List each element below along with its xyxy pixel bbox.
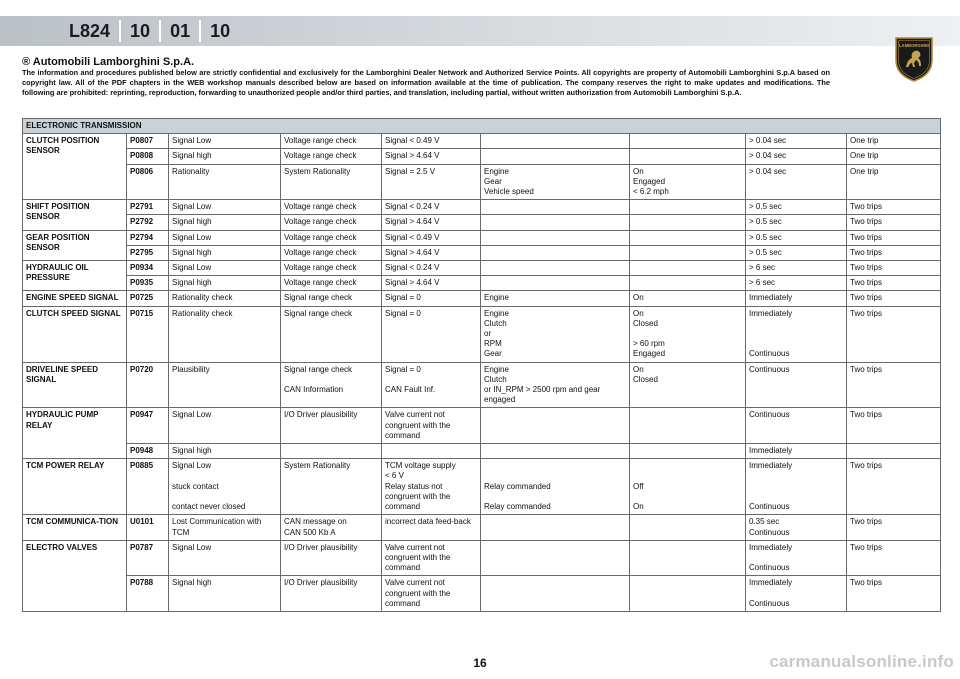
fault-description: Plausibility xyxy=(169,362,281,408)
fault-description: Signal high xyxy=(169,576,281,612)
table-row xyxy=(23,459,941,515)
monitor-strategy: Voltage range check xyxy=(281,245,382,260)
secondary-parameters xyxy=(481,149,630,164)
enable-conditions: On Engaged < 6.2 mph xyxy=(630,164,746,200)
mil-illumination: Two trips xyxy=(847,408,941,444)
mil-illumination: Two trips xyxy=(847,245,941,260)
malfunction-threshold: Signal > 4.64 V xyxy=(382,276,481,291)
time-required: Immediately Continuous xyxy=(746,540,847,576)
secondary-parameters xyxy=(481,515,630,540)
secondary-parameters xyxy=(481,540,630,576)
component-name: ELECTRO VALVES xyxy=(23,540,127,611)
fault-code: P0807 xyxy=(127,134,169,149)
enable-conditions xyxy=(630,200,746,215)
secondary-parameters xyxy=(481,444,630,459)
secondary-parameters xyxy=(481,230,630,245)
secondary-parameters: Engine Gear Vehicle speed xyxy=(481,164,630,200)
monitor-strategy: Signal range check CAN Information xyxy=(281,362,382,408)
component-name: TCM POWER RELAY xyxy=(23,459,127,515)
secondary-parameters xyxy=(481,215,630,230)
legal-notice: The information and procedures published below are strictly confidential and exclusively for the Lamborghini Dealer Network and Authorized Service Points. All copyrights are property of Automobili Lamborghini S.p.A based on copyright law. All of the PDF chapters in the WEB workshop manuals described below are based on information available at the time of publication. The company reserves the right to make updates and modifications. The following are prohibited: reprinting, reproduction, forwarding to unauthorized people and/or third parties, and translation, including partial, without written authorization from Automobili Lamborghini S.p.A. xyxy=(22,68,830,97)
component-name: ENGINE SPEED SIGNAL xyxy=(23,291,127,306)
secondary-parameters xyxy=(481,245,630,260)
fault-code: P0725 xyxy=(127,291,169,306)
mil-illumination: Two trips xyxy=(847,291,941,306)
monitor-strategy: CAN message on CAN 500 Kb A xyxy=(281,515,382,540)
time-required: > 0.5 sec xyxy=(746,230,847,245)
mil-illumination: Two trips xyxy=(847,276,941,291)
time-required: Immediately xyxy=(746,291,847,306)
component-name: CLUTCH SPEED SIGNAL xyxy=(23,306,127,362)
doc-code-model: L824 xyxy=(60,20,121,42)
table-row xyxy=(23,515,941,540)
mil-illumination: Two trips xyxy=(847,459,941,515)
mil-illumination: Two trips xyxy=(847,215,941,230)
monitor-strategy: System Rationality xyxy=(281,459,382,515)
monitor-strategy: I/O Driver plausibility xyxy=(281,576,382,612)
component-name: CLUTCH POSITION SENSOR xyxy=(23,134,127,200)
time-required: Continuous xyxy=(746,408,847,444)
time-required: > 0.04 sec xyxy=(746,149,847,164)
enable-conditions xyxy=(630,408,746,444)
fault-code: P0788 xyxy=(127,576,169,612)
secondary-parameters: Engine Clutch or IN_RPM > 2500 rpm and gear engaged xyxy=(481,362,630,408)
table-row xyxy=(23,291,941,306)
fault-code: P0934 xyxy=(127,261,169,276)
time-required: Immediately Continuous xyxy=(746,306,847,362)
fault-description: Signal Low xyxy=(169,540,281,576)
monitor-strategy: Signal range check xyxy=(281,291,382,306)
fault-description: Signal high xyxy=(169,245,281,260)
fault-description: Rationality check xyxy=(169,306,281,362)
enable-conditions xyxy=(630,276,746,291)
secondary-parameters xyxy=(481,200,630,215)
malfunction-threshold: TCM voltage supply < 6 V Relay status not congruent with the command xyxy=(382,459,481,515)
monitor-strategy xyxy=(281,444,382,459)
malfunction-threshold: incorrect data feed-back xyxy=(382,515,481,540)
malfunction-threshold: Signal < 0.24 V xyxy=(382,261,481,276)
time-required: Immediately Continuous xyxy=(746,576,847,612)
malfunction-threshold: Signal < 0.49 V xyxy=(382,230,481,245)
monitor-strategy: Voltage range check xyxy=(281,276,382,291)
table-row xyxy=(23,230,941,245)
mil-illumination: Two trips xyxy=(847,515,941,540)
monitor-strategy: Voltage range check xyxy=(281,200,382,215)
logo-wordmark: LAMBORGHINI xyxy=(898,43,930,48)
enable-conditions xyxy=(630,134,746,149)
enable-conditions xyxy=(630,149,746,164)
monitor-strategy: Voltage range check xyxy=(281,134,382,149)
section-title: ELECTRONIC TRANSMISSION xyxy=(23,119,941,134)
table-row xyxy=(23,362,941,408)
mil-illumination: One trip xyxy=(847,134,941,149)
fault-code: P0720 xyxy=(127,362,169,408)
table-row xyxy=(23,149,941,164)
monitor-strategy: I/O Driver plausibility xyxy=(281,540,382,576)
mil-illumination: Two trips xyxy=(847,261,941,276)
enable-conditions xyxy=(630,444,746,459)
monitor-strategy: I/O Driver plausibility xyxy=(281,408,382,444)
fault-code: P2792 xyxy=(127,215,169,230)
table-row xyxy=(23,276,941,291)
component-name: HYDRAULIC OIL PRESSURE xyxy=(23,261,127,291)
time-required: Immediately xyxy=(746,444,847,459)
monitor-strategy: Voltage range check xyxy=(281,230,382,245)
fault-description: Signal Low xyxy=(169,408,281,444)
fault-description: Signal high xyxy=(169,215,281,230)
enable-conditions xyxy=(630,576,746,612)
table-row xyxy=(23,200,941,215)
enable-conditions xyxy=(630,515,746,540)
malfunction-threshold xyxy=(382,444,481,459)
fault-code: P0885 xyxy=(127,459,169,515)
time-required: Immediately Continuous xyxy=(746,459,847,515)
table-row xyxy=(23,261,941,276)
secondary-parameters xyxy=(481,261,630,276)
table-row xyxy=(23,306,941,362)
enable-conditions xyxy=(630,215,746,230)
time-required: Continuous xyxy=(746,362,847,408)
monitor-strategy: System Rationality xyxy=(281,164,382,200)
secondary-parameters: Relay commanded Relay commanded xyxy=(481,459,630,515)
fault-description: Rationality xyxy=(169,164,281,200)
time-required: > 6 sec xyxy=(746,261,847,276)
enable-conditions: On Closed > 60 rpm Engaged xyxy=(630,306,746,362)
malfunction-threshold: Valve current not congruent with the command xyxy=(382,576,481,612)
enable-conditions: On xyxy=(630,291,746,306)
secondary-parameters xyxy=(481,576,630,612)
monitor-strategy: Signal range check xyxy=(281,306,382,362)
fault-description: Signal Low xyxy=(169,261,281,276)
monitor-strategy: Voltage range check xyxy=(281,215,382,230)
doc-code-section: 01 xyxy=(161,20,201,42)
mil-illumination: Two trips xyxy=(847,540,941,576)
fault-code: U0101 xyxy=(127,515,169,540)
mil-illumination: Two trips xyxy=(847,230,941,245)
enable-conditions xyxy=(630,230,746,245)
brand-line: ® Automobili Lamborghini S.p.A. xyxy=(22,56,195,68)
table-row xyxy=(23,134,941,149)
secondary-parameters xyxy=(481,408,630,444)
malfunction-threshold: Valve current not congruent with the command xyxy=(382,408,481,444)
time-required: > 0.5 sec xyxy=(746,200,847,215)
monitor-strategy: Voltage range check xyxy=(281,261,382,276)
malfunction-threshold: Signal > 4.64 V xyxy=(382,149,481,164)
mil-illumination: Two trips xyxy=(847,362,941,408)
malfunction-threshold: Signal < 0.24 V xyxy=(382,200,481,215)
fault-code: P0715 xyxy=(127,306,169,362)
malfunction-threshold: Signal < 0.49 V xyxy=(382,134,481,149)
fault-code: P2794 xyxy=(127,230,169,245)
table-row xyxy=(23,540,941,576)
time-required: > 0.04 sec xyxy=(746,164,847,200)
secondary-parameters: Engine xyxy=(481,291,630,306)
document-codes xyxy=(60,16,239,46)
doc-code-group: 10 xyxy=(121,20,161,42)
time-required: > 0.04 sec xyxy=(746,134,847,149)
enable-conditions: Off On xyxy=(630,459,746,515)
fault-code: P0948 xyxy=(127,444,169,459)
fault-description: Signal high xyxy=(169,444,281,459)
fault-description: Rationality check xyxy=(169,291,281,306)
time-required: > 0.5 sec xyxy=(746,215,847,230)
diagnostic-table xyxy=(22,118,941,612)
fault-code: P2795 xyxy=(127,245,169,260)
component-name: TCM COMMUNICA-TION xyxy=(23,515,127,540)
doc-code-sub: 10 xyxy=(210,21,231,41)
mil-illumination: Two trips xyxy=(847,200,941,215)
fault-code: P0935 xyxy=(127,276,169,291)
monitor-strategy: Voltage range check xyxy=(281,149,382,164)
secondary-parameters xyxy=(481,134,630,149)
component-name: GEAR POSITION SENSOR xyxy=(23,230,127,260)
table-row xyxy=(23,215,941,230)
component-name: DRIVELINE SPEED SIGNAL xyxy=(23,362,127,408)
enable-conditions xyxy=(630,245,746,260)
secondary-parameters: Engine Clutch or RPM Gear xyxy=(481,306,630,362)
malfunction-threshold: Signal = 0 CAN Fault Inf. xyxy=(382,362,481,408)
secondary-parameters xyxy=(481,276,630,291)
malfunction-threshold: Valve current not congruent with the command xyxy=(382,540,481,576)
mil-illumination: Two trips xyxy=(847,306,941,362)
table-row xyxy=(23,576,941,612)
mil-illumination xyxy=(847,444,941,459)
fault-description: Signal Low stuck contact contact never closed xyxy=(169,459,281,515)
fault-code: P0787 xyxy=(127,540,169,576)
mil-illumination: One trip xyxy=(847,149,941,164)
table-row xyxy=(23,164,941,200)
enable-conditions xyxy=(630,540,746,576)
fault-description: Signal Low xyxy=(169,230,281,245)
time-required: > 0.5 sec xyxy=(746,245,847,260)
mil-illumination: One trip xyxy=(847,164,941,200)
watermark: carmanualsonline.info xyxy=(769,652,954,671)
fault-code: P0947 xyxy=(127,408,169,444)
lamborghini-shield-logo xyxy=(893,36,935,82)
fault-code: P0806 xyxy=(127,164,169,200)
fault-description: Signal high xyxy=(169,149,281,164)
malfunction-threshold: Signal = 0 xyxy=(382,306,481,362)
malfunction-threshold: Signal > 4.64 V xyxy=(382,245,481,260)
enable-conditions xyxy=(630,261,746,276)
component-name: HYDRAULIC PUMP RELAY xyxy=(23,408,127,459)
table-row xyxy=(23,245,941,260)
time-required: 0.35 sec Continuous xyxy=(746,515,847,540)
time-required: > 6 sec xyxy=(746,276,847,291)
malfunction-threshold: Signal = 2.5 V xyxy=(382,164,481,200)
table-row xyxy=(23,444,941,459)
malfunction-threshold: Signal > 4.64 V xyxy=(382,215,481,230)
fault-description: Signal high xyxy=(169,276,281,291)
fault-code: P2791 xyxy=(127,200,169,215)
malfunction-threshold: Signal = 0 xyxy=(382,291,481,306)
page-number: 16 xyxy=(473,656,487,670)
fault-description: Lost Communication with TCM xyxy=(169,515,281,540)
enable-conditions: On Closed xyxy=(630,362,746,408)
mil-illumination: Two trips xyxy=(847,576,941,612)
table-row xyxy=(23,408,941,444)
fault-code: P0808 xyxy=(127,149,169,164)
fault-description: Signal Low xyxy=(169,200,281,215)
component-name: SHIFT POSITION SENSOR xyxy=(23,200,127,230)
fault-description: Signal Low xyxy=(169,134,281,149)
